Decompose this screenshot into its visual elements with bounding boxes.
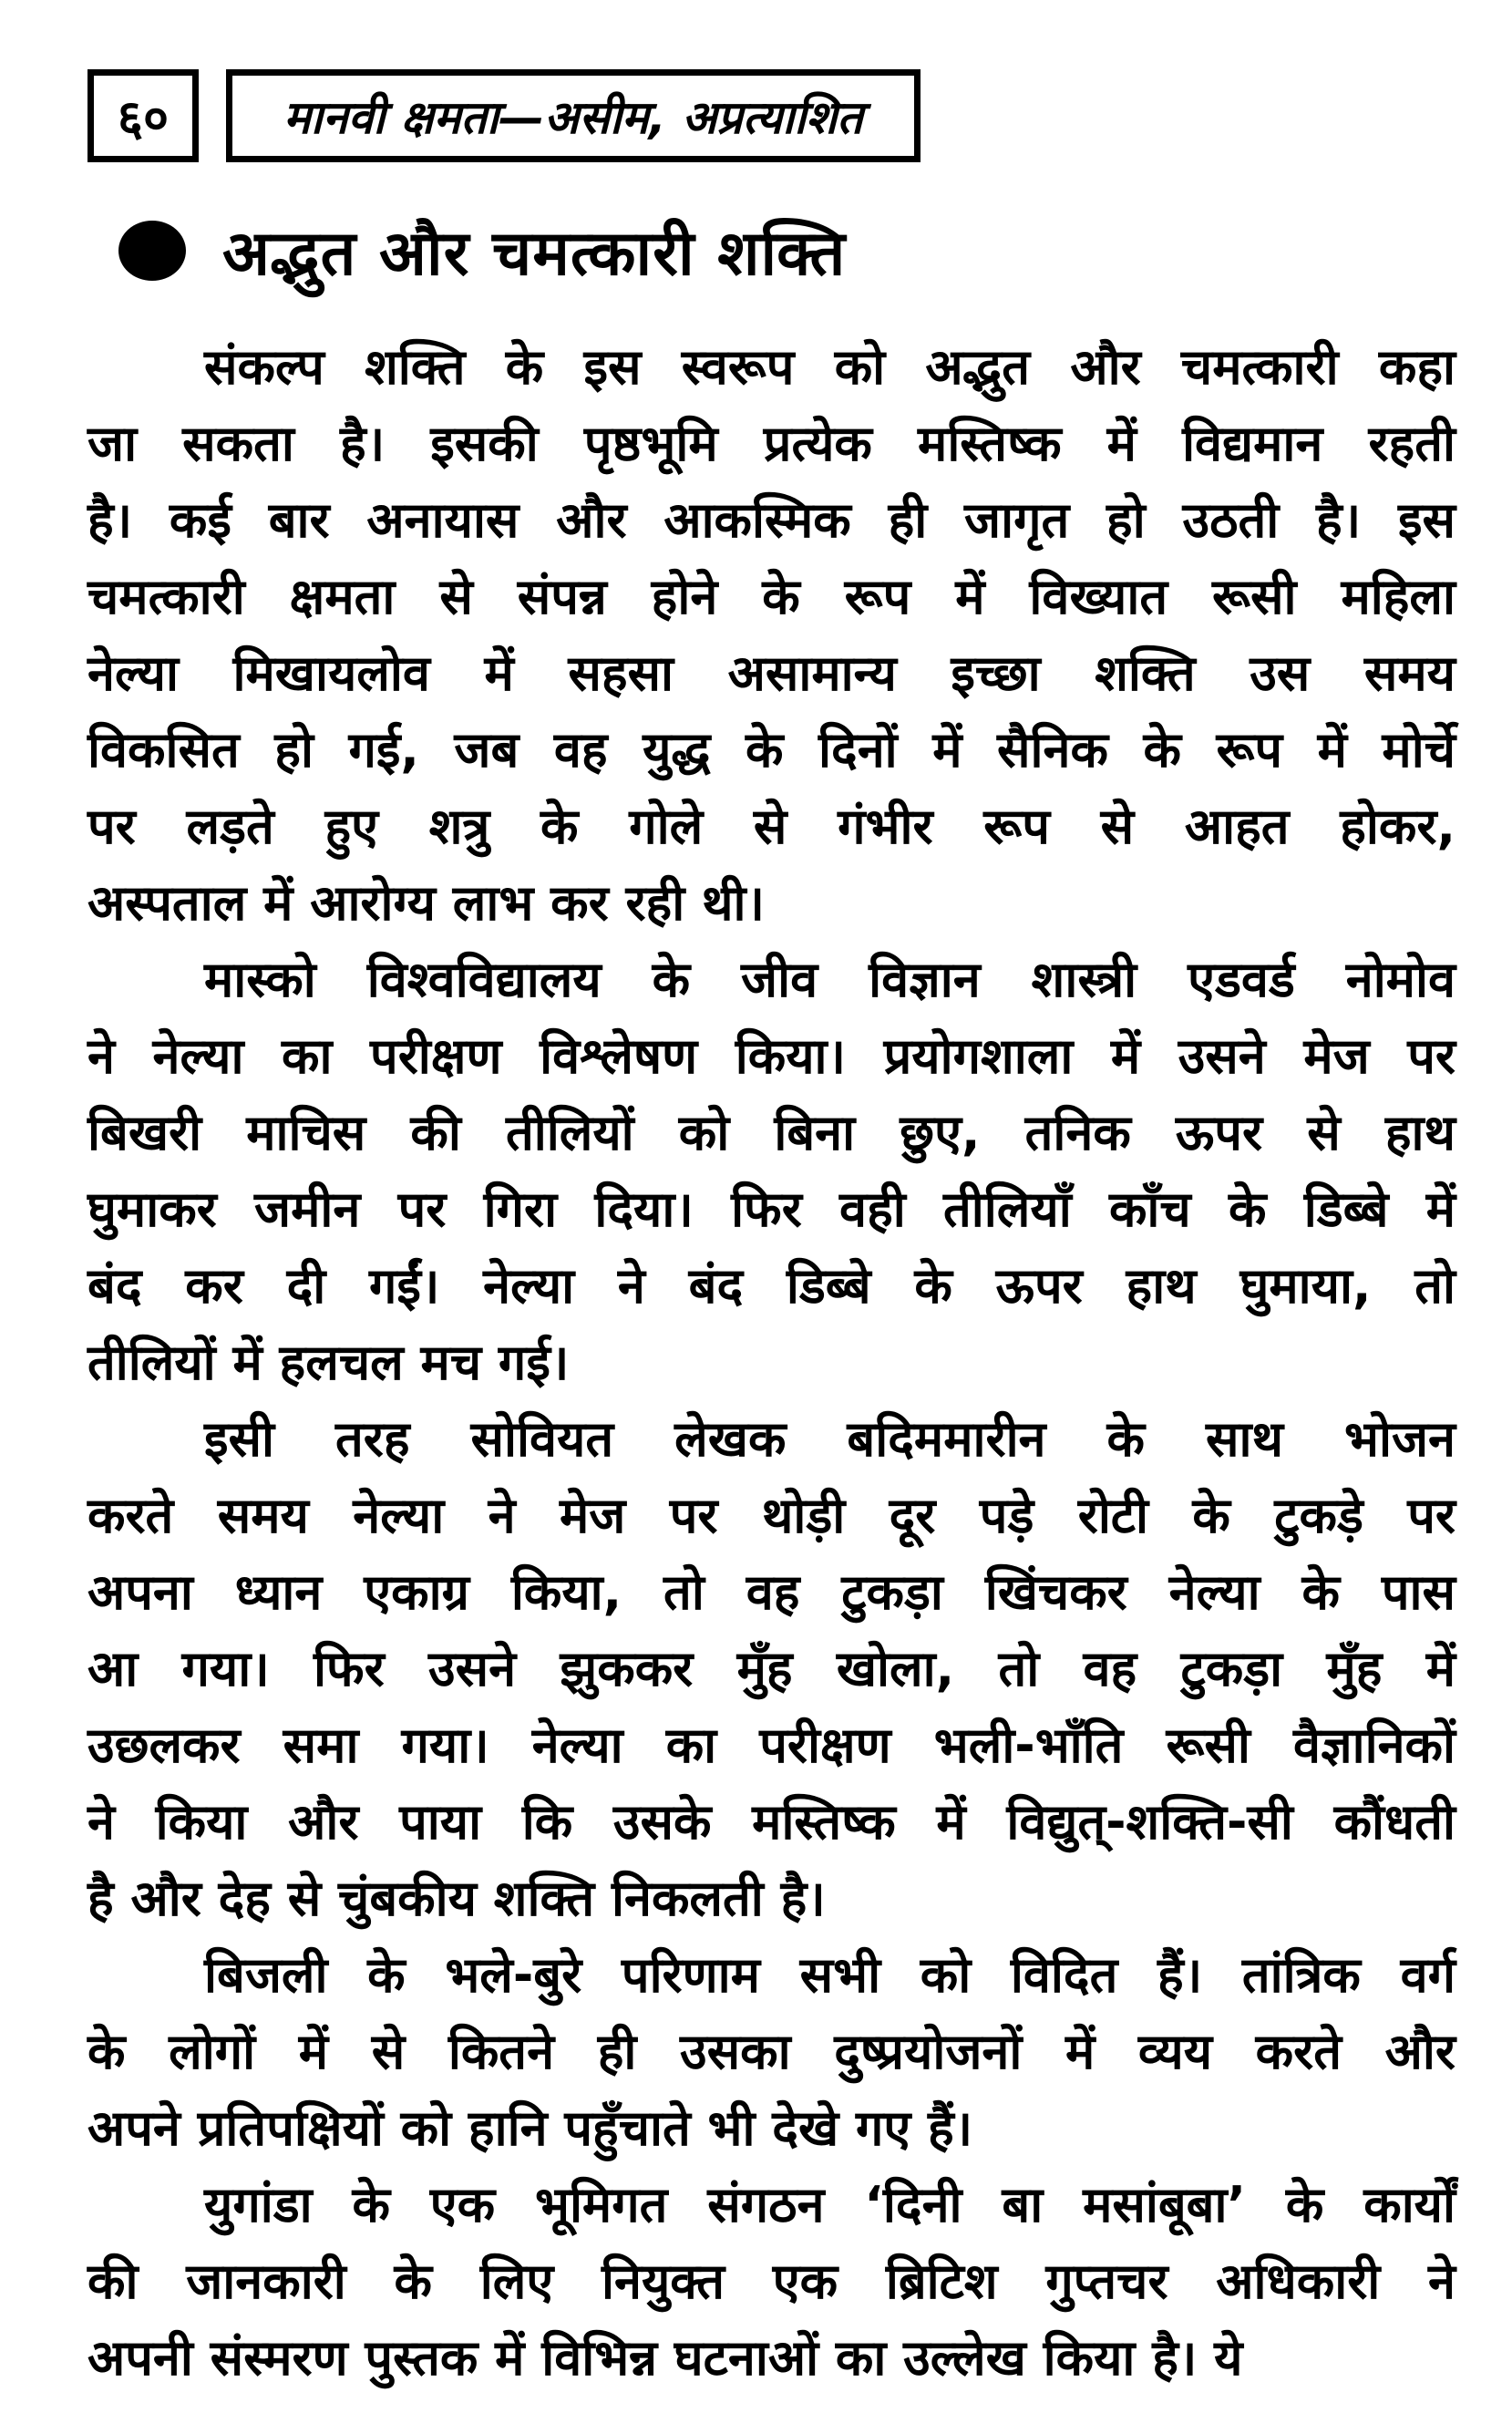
text-line: संकल्प शक्ति के इस स्वरूप को अद्भुत और चमत्कारी कहा (204, 338, 1455, 396)
text-line: अस्पताल में आरोग्य लाभ कर रही थी। (87, 874, 765, 932)
text-line: नेल्या मिखायलोव में सहसा असामान्य इच्छा शक्ति उस समय (87, 644, 1455, 702)
text-line: उछलकर समा गया। नेल्या का परीक्षण भली-भाँति रूसी वैज्ञानिकों (87, 1717, 1455, 1774)
text-line: मास्को विश्वविद्यालय के जीव विज्ञान शास्त्री एडवर्ड नोमोव (204, 951, 1455, 1008)
text-line: चमत्कारी क्षमता से संपन्न होने के रूप में विख्यात रूसी महिला (87, 568, 1455, 625)
running-title: मानवी क्षमता—असीम, अप्रत्याशित (283, 91, 863, 144)
page-header (87, 69, 1455, 162)
paragraph (87, 942, 1455, 1401)
text-line: पर लड़ते हुए शत्रु के गोले से गंभीर रूप से आहत होकर, (87, 798, 1455, 855)
text-line: है। कई बार अनायास और आकस्मिक ही जागृत हो उठती है। इस (87, 491, 1455, 549)
text-line: ने नेल्या का परीक्षण विश्लेषण किया। प्रयोगशाला में उसने मेज पर (87, 1027, 1455, 1085)
paragraph (87, 329, 1455, 942)
section-heading (118, 208, 1455, 293)
text-line: है और देह से चुंबकीय शक्ति निकलती है। (87, 1870, 826, 1927)
text-line: अपने प्रतिपक्षियों को हानि पहुँचाते भी देखे गए हैं। (87, 2099, 973, 2157)
running-title-box (226, 69, 921, 162)
text-line: की जानकारी के लिए नियुक्त एक ब्रिटिश गुप्तचर अधिकारी ने (87, 2253, 1455, 2310)
text-line: आ गया। फिर उसने झुककर मुँह खोला, तो वह टुकड़ा मुँह में (87, 1640, 1455, 1697)
paragraph (87, 1401, 1455, 1937)
text-line: बिखरी माचिस की तीलियों को बिना छुए, तनिक ऊपर से हाथ (87, 1104, 1455, 1161)
page-number-box (87, 69, 199, 162)
text-line: करते समय नेल्या ने मेज पर थोड़ी दूर पड़े रोटी के टुकड़े पर (87, 1487, 1455, 1544)
body-text (87, 329, 1455, 2397)
page-number: ६० (117, 89, 170, 147)
text-line: युगांडा के एक भूमिगत संगठन ‘दिनी बा मसांबूबा’ के कार्यों (204, 2176, 1455, 2233)
text-line: बिजली के भले-बुरे परिणाम सभी को विदित हैं। तांत्रिक वर्ग (204, 1946, 1455, 2004)
text-line: विकसित हो गई, जब वह युद्ध के दिनों में सैनिक के रूप में मोर्चे (87, 721, 1455, 779)
text-line: अपना ध्यान एकाग्र किया, तो वह टुकड़ा खिंचकर नेल्या के पास (87, 1563, 1455, 1621)
text-line: के लोगों में से कितने ही उसका दुष्प्रयोजनों में व्यय करते और (87, 2023, 1455, 2080)
text-line: तीलियों में हलचल मच गई। (87, 1334, 570, 1391)
text-line: इसी तरह सोवियत लेखक बदिममारीन के साथ भोजन (204, 1410, 1455, 1468)
bullet-icon (118, 221, 186, 281)
paragraph (87, 2167, 1455, 2397)
text-line: घुमाकर जमीन पर गिरा दिया। फिर वही तीलियाँ काँच के डिब्बे में (87, 1181, 1455, 1238)
text-line: जा सकता है। इसकी पृष्ठभूमि प्रत्येक मस्तिष्क में विद्यमान रहती (87, 415, 1455, 472)
section-heading-text: अद्भुत और चमत्कारी शक्ति (222, 218, 847, 290)
paragraph (87, 1937, 1455, 2167)
text-line: ने किया और पाया कि उसके मस्तिष्क में विद्युत्-शक्ति-सी कौंधती (87, 1793, 1455, 1851)
text-line: बंद कर दी गईं। नेल्या ने बंद डिब्बे के ऊपर हाथ घुमाया, तो (87, 1257, 1455, 1315)
text-line: अपनी संस्मरण पुस्तक में विभिन्न घटनाओं का उल्लेख किया है। ये (87, 2329, 1243, 2387)
